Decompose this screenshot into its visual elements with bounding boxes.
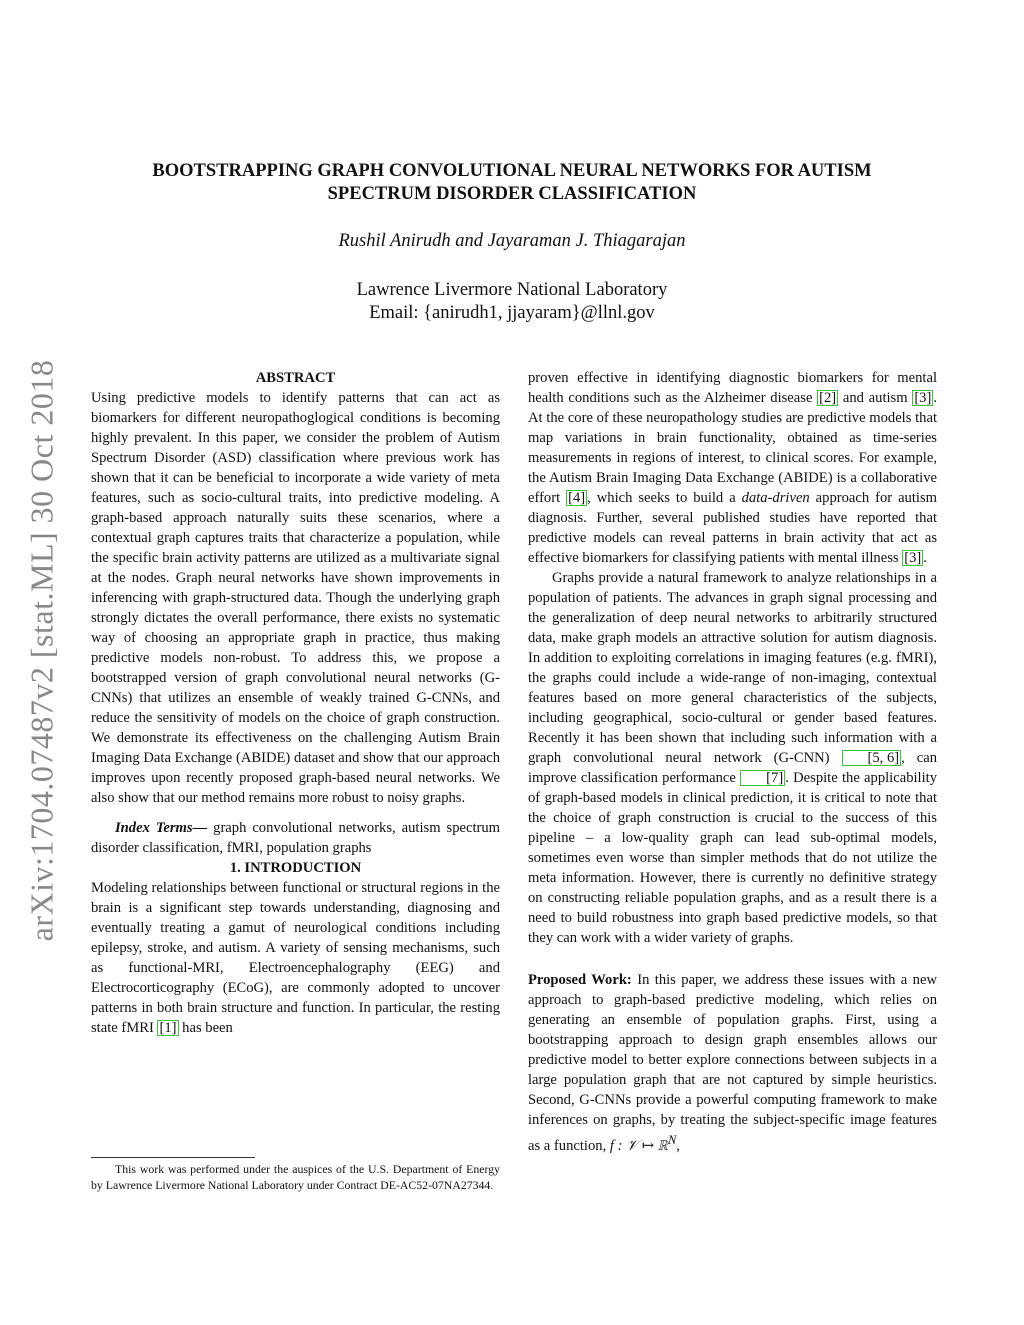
text-run: . xyxy=(923,550,927,566)
arxiv-sidebar-identifier xyxy=(20,340,64,960)
math-superscript: N xyxy=(668,1133,677,1147)
index-terms-label: Index Terms— xyxy=(115,820,208,836)
left-column xyxy=(91,368,500,1038)
abstract-text: Using predictive models to identify patterns that can act as biomarkers for different neuropathoglogical conditions is becoming highly prevalent. In this paper, we consider the problem of Autism Spectrum Disorder (ASD) classification where previous work has shown that it can be beneficial to incorporate a wide variety of meta features, such as socio-cultural traits, into predictive modeling. A graph-based approach naturally suits these scenarios, where a contextual graph captures traits that characterize a population, while the specific brain activity patterns are utilized as a multivariate signal at the nodes. Graph neural networks have shown improvements in inferencing with graph-structured data. Though the underlying graph strongly dictates the overall performance, there exists no systematic way of choosing an appropriate graph in practice, thus making predictive models non-robust. To address this, we propose a bootstrapped version of graph convolutional neural networks (G-CNNs) that utilizes an ensemble of weakly trained G-CNNs, and reduce the sensitivity of models on the choice of graph construction. We demonstrate its effectiveness on the challenging Autism Brain Imaging Data Exchange (ABIDE) dataset and show that our approach improves upon recently proposed graph-based neural networks. We also show that our method remains more robust to noisy graphs. xyxy=(91,390,500,806)
citation-link[interactable]: [2] xyxy=(819,390,837,406)
affiliation-block xyxy=(100,279,924,325)
citation-link[interactable]: [1] xyxy=(159,1020,177,1036)
right-paragraph-1 xyxy=(528,368,937,568)
citation-link[interactable]: [3] xyxy=(904,550,922,566)
arxiv-id-text: arXiv:1704.07487v2 [stat.ML] 30 Oct 2018 xyxy=(23,359,60,941)
citation-link[interactable]: [5, 6] xyxy=(842,750,902,766)
citation-link[interactable]: [3] xyxy=(914,390,932,406)
abstract-heading: ABSTRACT xyxy=(255,370,336,386)
right-paragraph-2 xyxy=(528,568,937,948)
text-run: , xyxy=(676,1137,680,1154)
email: Email: {anirudh1, jjayaram}@llnl.gov xyxy=(369,303,655,323)
text-run: , which seeks to build a xyxy=(587,490,742,506)
citation-link[interactable]: [4] xyxy=(568,490,586,506)
authors: Rushil Anirudh and Jayaraman J. Thiagarajan xyxy=(338,231,686,251)
text-run: Graphs provide a natural framework to analyze relationships in a population of patients. The advances in graph signal processing and the generalization of deep neural networks to arbitrarily structured data, make graph models an attractive solution for autism diagnosis. In addition to exploiting correlations in imaging features (e.g. fMRI), the graphs could include a wide-range of non-imaging, contextual features based on more general characteristics of the subjects, including geographical, socio-cultural or gender based features. Recently it has been shown that including such information with a graph convolutional neural network (G-CNN) xyxy=(528,570,937,766)
introduction-heading: 1. INTRODUCTION xyxy=(229,860,362,876)
text-run: and autism xyxy=(838,390,913,406)
index-terms xyxy=(91,818,500,858)
text-run: , can improve classification performance xyxy=(528,750,937,786)
footnote: This work was performed under the auspices of the U.S. Department of Energy by Lawrence Livermore National Laboratory under Contract DE-AC52-07NA27344. xyxy=(91,1162,500,1192)
text-run: . At the core of these neuropathology studies are predictive models that map variations in brain functionality, obtained as time-series measurements in regions of interest, to clinical scores. For example, the Autism Brain Imaging Data Exchange (ABIDE) is a collaborative effort xyxy=(528,390,937,506)
italic-text: data-driven xyxy=(741,490,810,506)
text-run: proven effective in identifying diagnostic biomarkers for mental health conditions such as the Alzheimer disease xyxy=(528,370,937,406)
intro-text: Modeling relationships between functional or structural regions in the brain is a significant step towards understanding, diagnosing and eventually treating a gamut of neurological conditions including epilepsy, stroke, and autism. A variety of sensing mechanisms, such as functional-MRI, Electroencephalography (EEG) and Electrocorticography (ECoG), are commonly adopted to uncover patterns in both brain structure and function. In particular, the resting state fMRI xyxy=(91,880,500,1036)
title-line-2: SPECTRUM DISORDER CLASSIFICATION xyxy=(327,184,697,204)
text-run: . Despite the applicability of graph-based models in clinical prediction, it is critical to note that the choice of graph construction is crucial to the success of this pipeline – a low-quality graph can lead sub-optimal models, sometimes even worse than simpler methods that do not utilize the meta information. However, there is currently no definitive strategy on constructing reliable population graphs, and as a result there is a need to build robustness into graph based predictive models, so that they can work with a wider variety of graphs. xyxy=(528,770,938,946)
title-line-1: BOOTSTRAPPING GRAPH CONVOLUTIONAL NEURAL NETWORKS FOR AUTISM xyxy=(152,161,872,181)
math-text: f : 𝒱 ↦ ℝ xyxy=(609,1137,669,1154)
right-column xyxy=(528,368,937,1156)
text-run: In this paper, we address these issues with a new approach to graph-based predictive modeling, which relies on generating an ensemble of population graphs. First, using a bootstrapping approach to design graph ensembles allows our predictive model to better explore connections between subjects in a large population graph that are not captured by simple heuristics. Second, G-CNNs provide a powerful computing framework to make inferences on graphs, by treating the subject-specific image features as a function, xyxy=(528,972,937,1154)
paper-title xyxy=(100,160,924,206)
citation-link[interactable]: [7] xyxy=(740,770,785,786)
text-run: approach for autism diagnosis. Further, several published studies have reported that predictive models can reveal patterns in brain activity that act as effective biomarkers for classifying patients with mental illness xyxy=(528,490,937,566)
math-expression xyxy=(609,1133,677,1154)
intro-text-end: has been xyxy=(178,1020,233,1036)
proposed-work-label: Proposed Work: xyxy=(528,972,632,988)
index-terms-text: graph convolutional networks, autism spectrum disorder classification, fMRI, population graphs xyxy=(91,820,501,856)
introduction-paragraph xyxy=(91,878,500,1038)
affiliation: Lawrence Livermore National Laboratory xyxy=(356,280,668,300)
proposed-work-paragraph xyxy=(528,970,937,1156)
